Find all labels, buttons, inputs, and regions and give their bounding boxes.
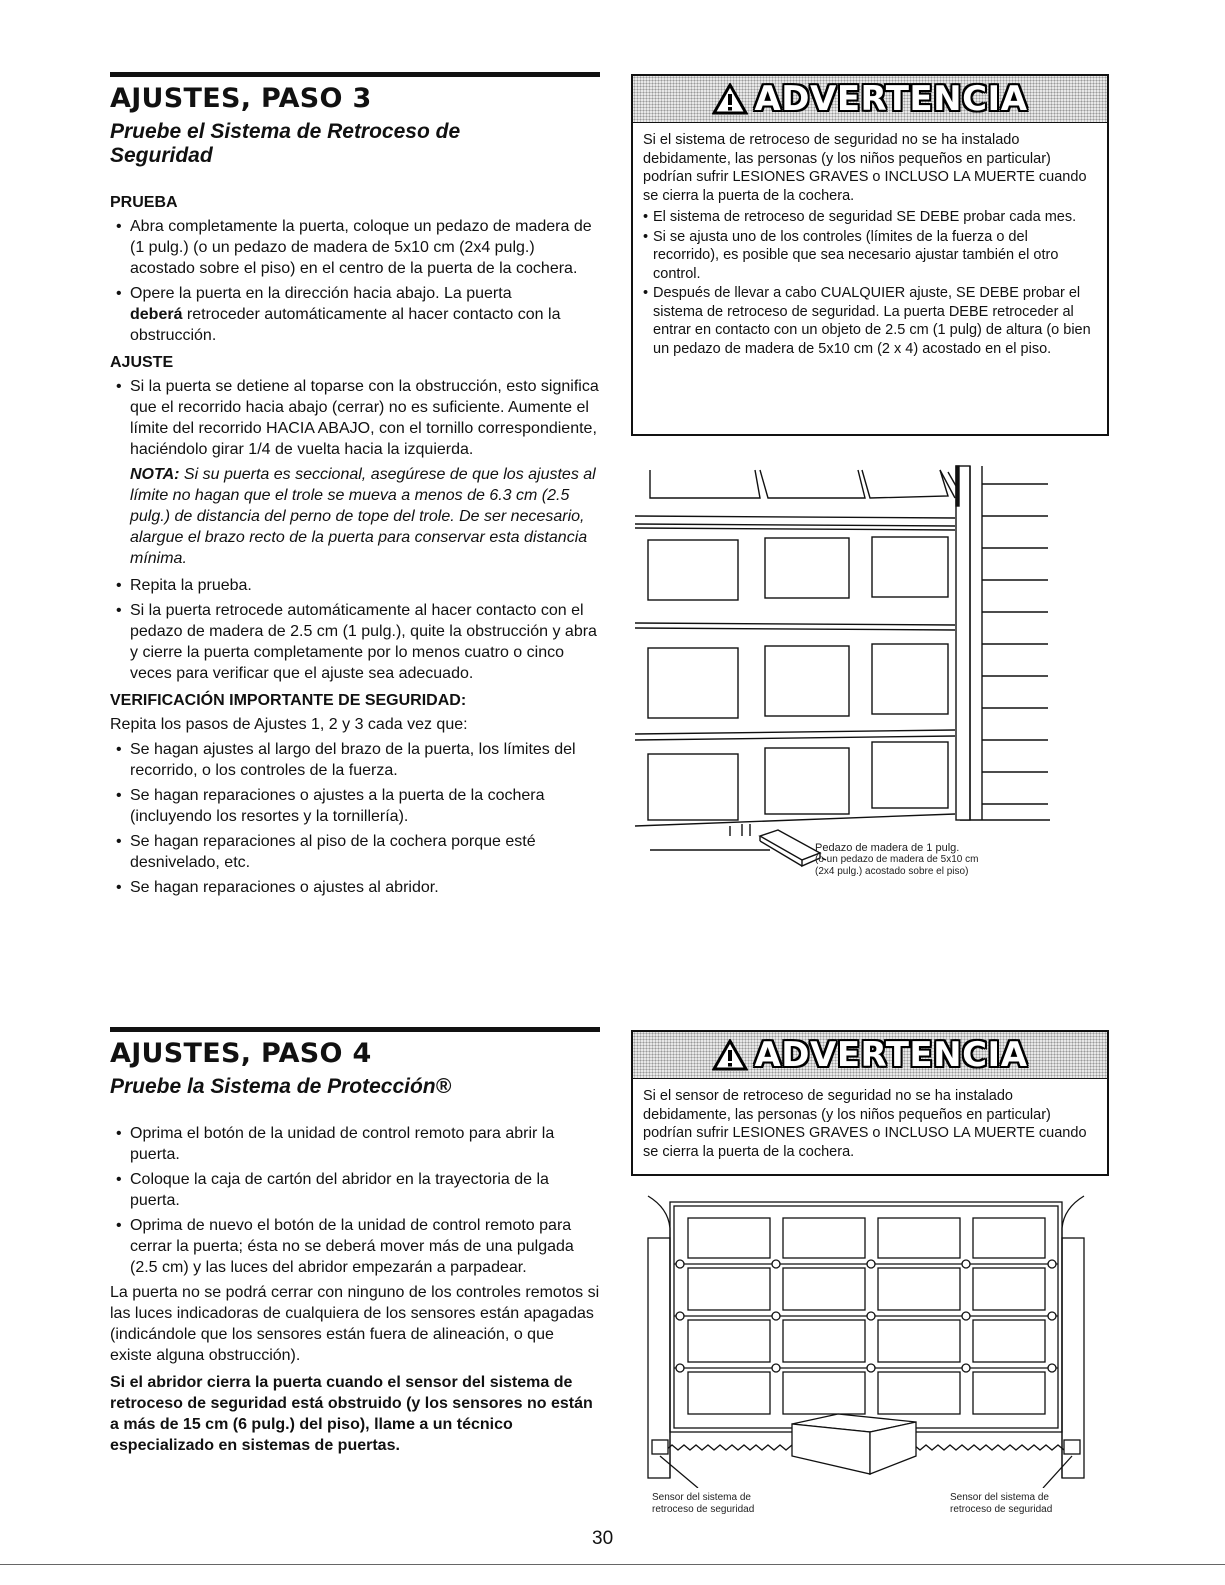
list-item: • Coloque la caja de cartón del abridor en la trayectoria de la puerta. bbox=[110, 1169, 600, 1211]
warning-body bbox=[633, 123, 1107, 369]
warning-box-1 bbox=[631, 74, 1109, 436]
caption-line: retroceso de seguridad bbox=[950, 1504, 1053, 1515]
verif-intro: Repita los pasos de Ajustes 1, 2 y 3 cada vez que: bbox=[110, 716, 468, 733]
section4-list bbox=[110, 1123, 600, 1278]
section4-bold-para: Si el abridor cierra la puerta cuando el sensor del sistema de retroceso de seguridad está obstruido (y los sensores no están a más de 15 cm (6 pulg.) del piso), llame a un técnico especializado en sistemas de puertas. bbox=[110, 1374, 593, 1454]
caption-line: retroceso de seguridad bbox=[652, 1504, 755, 1515]
list-item bbox=[110, 283, 600, 346]
warning-text: Si el sensor de retroceso de seguridad no se ha instalado debidamente, las personas (y los niños pequeños en particular) podrían sufrir LESIONES GRAVES o INCLUSO LA MUERTE cuando se cierra la puerta de la cochera. bbox=[643, 1088, 1087, 1160]
section3-subtitle: Pruebe el Sistema de Retroceso de Seguridad bbox=[110, 120, 461, 167]
ajuste-heading: AJUSTE bbox=[110, 354, 174, 371]
list-item: • Oprima el botón de la unidad de control remoto para abrir la puerta. bbox=[110, 1123, 600, 1165]
prueba-list bbox=[110, 216, 600, 346]
verif-list bbox=[110, 739, 600, 898]
list-item: • Oprima de nuevo el botón de la unidad de control remoto para cerrar la puerta; ésta no se deberá mover más de una pulgada (2.5 cm) y las luces del abridor empezarán a parpadear. bbox=[110, 1215, 600, 1278]
section4 bbox=[110, 1027, 600, 1456]
section-rule bbox=[110, 72, 600, 77]
figure1-caption bbox=[815, 842, 978, 878]
warning-title-text: ADVERTENCIA bbox=[754, 1035, 1028, 1075]
list-item: • Se hagan reparaciones al piso de la cochera porque esté desnivelado, etc. bbox=[110, 831, 600, 873]
warning-triangle-icon bbox=[712, 1039, 748, 1071]
warning-intro: Si el sistema de retroceso de seguridad no se ha instalado debidamente, las personas (y los niños pequeños en particular) podrían sufrir LESIONES GRAVES o INCLUSO LA MUERTE cuando se cierra la puerta de la cochera. bbox=[643, 132, 1087, 204]
right-sensor-caption bbox=[950, 1492, 1052, 1516]
list-item: • El sistema de retroceso de seguridad SE DEBE probar cada mes. bbox=[643, 208, 1097, 227]
warning-title bbox=[712, 79, 1027, 119]
nota-text: Si su puerta es seccional, asegúrese de que los ajustes al límite no hagan que el trole se mueva a menos de 6.3 cm (2.5 pulg.) de distancia del perno de tope del trole. De ser necesario, alargue el brazo recto de la puerta para conservar esta distancia mínima. bbox=[130, 466, 596, 567]
left-sensor-caption bbox=[652, 1492, 754, 1516]
nota bbox=[110, 464, 600, 569]
bottom-rule bbox=[0, 1564, 1225, 1565]
list-item: • Si se ajusta uno de los controles (límites de la fuerza o del recorrido), es posible que sea necesario ajustar también el otro control. bbox=[643, 228, 1097, 284]
caption-line: Sensor del sistema de bbox=[950, 1492, 1049, 1503]
list-item: • Abra completamente la puerta, coloque un pedazo de madera de (1 pulg.) (o un pedazo de madera de 5x10 cm (2x4 pulg.) acostado sobre el piso) en el centro de la puerta de la cochera. bbox=[110, 216, 600, 279]
warning-title bbox=[712, 1035, 1027, 1075]
verif-heading: VERIFICACIÓN IMPORTANTE DE SEGURIDAD: bbox=[110, 692, 467, 709]
page-number: 30 bbox=[592, 1528, 614, 1549]
list-item: • Si la puerta retrocede automáticamente al hacer contacto con el pedazo de madera de 2.5 cm (1 pulg.), quite la obstrucción y abra y cierre la puerta completamente por lo menos cuatro o cinco veces para verificar que el ajuste sea adecuado. bbox=[110, 600, 600, 684]
caption-line: Pedazo de madera de 1 pulg. bbox=[815, 842, 960, 854]
list-item: • Se hagan reparaciones o ajustes a la puerta de la cochera (incluyendo los resortes y la tornillería). bbox=[110, 785, 600, 827]
caption-line: Sensor del sistema de bbox=[652, 1492, 751, 1503]
section4-para: La puerta no se podrá cerrar con ninguno de los controles remotos si las luces indicadoras de cualquiera de los sensores están apagadas (indicándole que los sensores están fuera de alineación, o que existe alguna obstrucción). bbox=[110, 1284, 600, 1364]
caption-line: (2x4 pulg.) acostado sobre el piso) bbox=[815, 866, 969, 877]
prueba-bold: deberá bbox=[130, 306, 183, 323]
list-item: • Se hagan ajustes al largo del brazo de la puerta, los límites del recorrido, o los controles de la fuerza. bbox=[110, 739, 600, 781]
caption-line: (o un pedazo de madera de 5x10 cm bbox=[815, 854, 979, 865]
ajuste-list-2 bbox=[110, 575, 600, 684]
warning-box-2 bbox=[631, 1030, 1109, 1176]
warning-list bbox=[643, 208, 1097, 358]
ajuste-list bbox=[110, 376, 600, 460]
warning-title-text: ADVERTENCIA bbox=[754, 79, 1028, 119]
list-item: • Después de llevar a cabo CUALQUIER ajuste, SE DEBE probar el sistema de retroceso de seguridad. La puerta DEBE retroceder al entrar en contacto con un objeto de 2.5 cm (1 pulg) de altura (o bien un pedazo de madera de 5x10 cm (2 x 4) acostado en el piso. bbox=[643, 284, 1097, 358]
list-item: • Se hagan reparaciones o ajustes al abridor. bbox=[110, 877, 600, 898]
garage-door-reversal-illustration bbox=[630, 458, 1080, 898]
warning-band bbox=[633, 76, 1107, 123]
section3 bbox=[110, 72, 600, 902]
warning-band bbox=[633, 1032, 1107, 1079]
section4-subtitle: Pruebe la Sistema de Protección® bbox=[110, 1075, 452, 1098]
nota-label: NOTA: bbox=[130, 466, 180, 483]
warning-triangle-icon bbox=[712, 83, 748, 115]
section4-title: AJUSTES, PASO 4 bbox=[110, 1038, 372, 1069]
section-rule bbox=[110, 1027, 600, 1032]
warning-body bbox=[633, 1079, 1107, 1171]
section3-title: AJUSTES, PASO 3 bbox=[110, 83, 372, 114]
list-item: • Repita la prueba. bbox=[110, 575, 600, 596]
protector-system-illustration bbox=[638, 1188, 1094, 1488]
prueba-text-2: retroceder automáticamente al hacer contacto con la obstrucción. bbox=[130, 306, 561, 344]
prueba-heading: PRUEBA bbox=[110, 194, 178, 211]
list-item: • Si la puerta se detiene al toparse con la obstrucción, esto significa que el recorrido hacia abajo (cerrar) no es suficiente. Aumente el límite del recorrido HACIA ABAJO, con el tornillo correspondiente, haciéndolo girar 1/4 de vuelta hacia la izquierda. bbox=[110, 376, 600, 460]
prueba-text: Opere la puerta en la dirección hacia abajo. La puerta bbox=[130, 285, 512, 302]
